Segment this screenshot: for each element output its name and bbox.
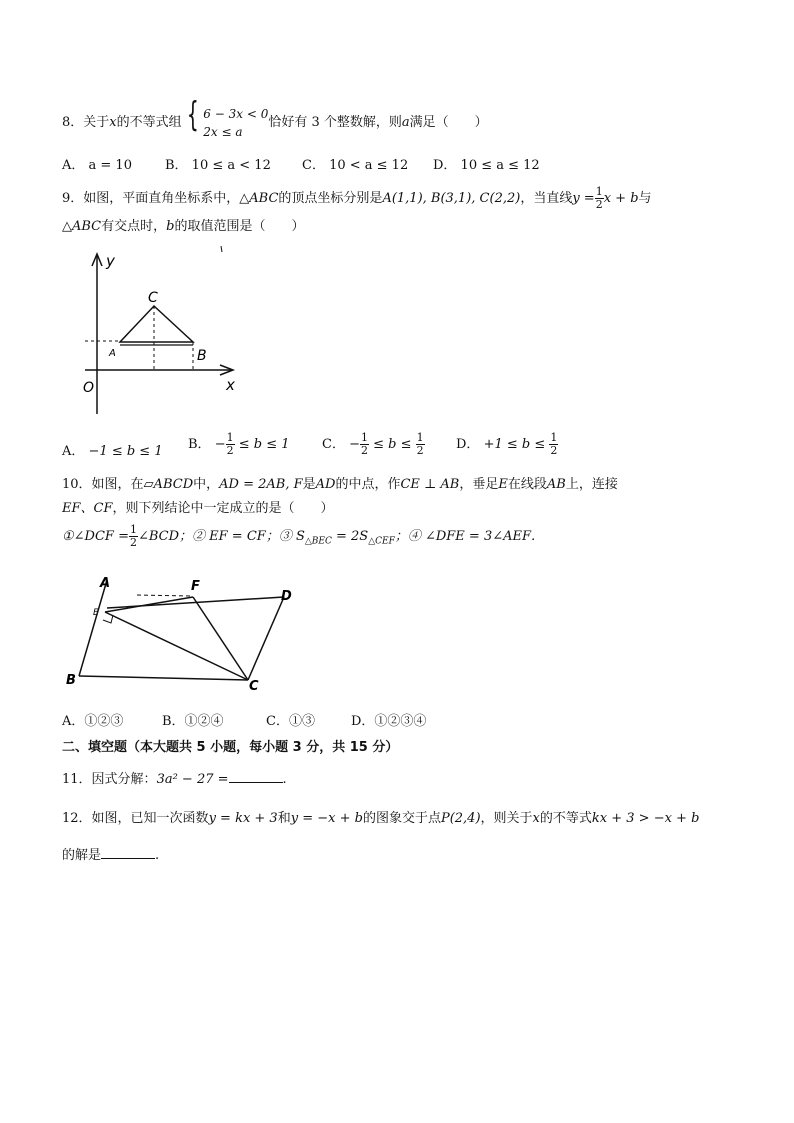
question-10-conclusions: ①∠DCF = $\frac{1}{2}$ ∠BCD；② EF = CF；③ $S_{\triangle BEC} = 2S_{\triangle CEF}$；④ ∠DFE = 3∠AEF． bbox=[62, 523, 545, 549]
question-9-line-1: 9．如图，平面直角坐标系中，△ABC的顶点坐标分别是A(1,1), B(3,1), C(2,2)，当直线y = $\frac{1}{2}$ x + b与 bbox=[62, 185, 652, 211]
segment-ef bbox=[105, 597, 193, 612]
q8-option-d[interactable]: D． 10 ≤ a ≤ 12 bbox=[433, 158, 540, 173]
point-e-label: E bbox=[93, 608, 99, 618]
y-label: y bbox=[106, 252, 115, 270]
fraction: $\frac{1}{2}$ bbox=[416, 431, 424, 457]
q8-option-c[interactable]: C． 10 < a ≤ 12 bbox=[302, 158, 409, 173]
q8-option-b[interactable]: B． 10 ≤ a < 12 bbox=[165, 158, 271, 173]
fraction: $\frac{1}{2}$ bbox=[595, 185, 603, 211]
side-ab bbox=[79, 580, 107, 676]
answer-blank[interactable] bbox=[101, 846, 155, 859]
point-b-label: B bbox=[197, 348, 207, 364]
q10-option-d[interactable]: D．①②③④ bbox=[351, 714, 427, 729]
q9-option-a[interactable]: A． −1 ≤ b ≤ 1 bbox=[62, 444, 163, 459]
point-b-label: B bbox=[66, 673, 76, 688]
question-9-line-2: △ABC有交点时，b的取值范围是（ ） bbox=[62, 219, 305, 234]
point-c-label: C bbox=[148, 290, 158, 306]
inequality-system: 6 − 3x < 0 2x ≤ a bbox=[203, 106, 269, 139]
section-heading-fill-in: 二、填空题（本大题共 5 小题，每小题 3 分，共 15 分） bbox=[62, 740, 399, 755]
point-f-label: F bbox=[191, 579, 200, 594]
side-ad bbox=[107, 597, 284, 608]
fraction: $\frac{1}{2}$ bbox=[226, 431, 234, 457]
question-11: 11．因式分解：3a² − 27 = . bbox=[62, 772, 287, 787]
q10-parallelogram-figure bbox=[62, 572, 302, 696]
question-12-line-2: 的解是 . bbox=[62, 848, 160, 863]
q8-option-a[interactable]: A． a = 10 bbox=[62, 158, 132, 173]
brace-symbol: { bbox=[186, 95, 199, 135]
point-c-label: C bbox=[249, 679, 259, 694]
q9-option-c[interactable]: C． − $\frac{1}{2}$ ≤ b ≤ $\frac{1}{2}$ bbox=[322, 431, 424, 457]
origin-label: O bbox=[83, 380, 95, 396]
q9-option-d[interactable]: D． +1 ≤ b ≤ $\frac{1}{2}$ bbox=[456, 431, 558, 457]
side-ad-extension bbox=[137, 595, 192, 596]
question-8: 8．关于x的不等式组 { 6 − 3x < 0 2x ≤ a 恰好有 3 个整数解，则a满足（ ） bbox=[62, 95, 488, 139]
point-a-label: A bbox=[109, 348, 116, 359]
side-bc bbox=[79, 676, 248, 680]
q10-option-c[interactable]: C．①③ bbox=[266, 714, 315, 729]
point-a-label: A bbox=[100, 576, 111, 591]
x-label: x bbox=[226, 376, 235, 394]
segment-ce bbox=[105, 612, 248, 680]
q10-option-a[interactable]: A．①②③ bbox=[62, 714, 124, 729]
fraction: $\frac{1}{2}$ bbox=[550, 431, 558, 457]
right-angle-mark bbox=[103, 615, 113, 623]
question-10-line-2: EF、CF，则下列结论中一定成立的是（ ） bbox=[62, 501, 334, 516]
side-cd bbox=[248, 597, 284, 680]
answer-blank[interactable] bbox=[229, 770, 283, 783]
q9-coordinate-figure bbox=[80, 246, 240, 418]
small-tick bbox=[221, 246, 222, 252]
fraction: $\frac{1}{2}$ bbox=[361, 431, 368, 457]
question-12-line-1: 12．如图，已知一次函数y = kx + 3和y = −x + b的图象交于点P(2,4)，则关于x的不等式kx + 3 > −x + b bbox=[62, 811, 700, 826]
question-10-line-1: 10．如图，在▱ABCD中，AD = 2AB, F是AD的中点，作CE ⊥ AB，垂足E在线段AB上，连接 bbox=[62, 477, 618, 492]
q10-option-b[interactable]: B．①②④ bbox=[162, 714, 224, 729]
point-d-label: D bbox=[281, 589, 292, 604]
fraction: $\frac{1}{2}$ bbox=[129, 523, 137, 549]
q9-option-b[interactable]: B． − $\frac{1}{2}$ ≤ b ≤ 1 bbox=[188, 431, 290, 457]
triangle-abc bbox=[120, 306, 193, 342]
